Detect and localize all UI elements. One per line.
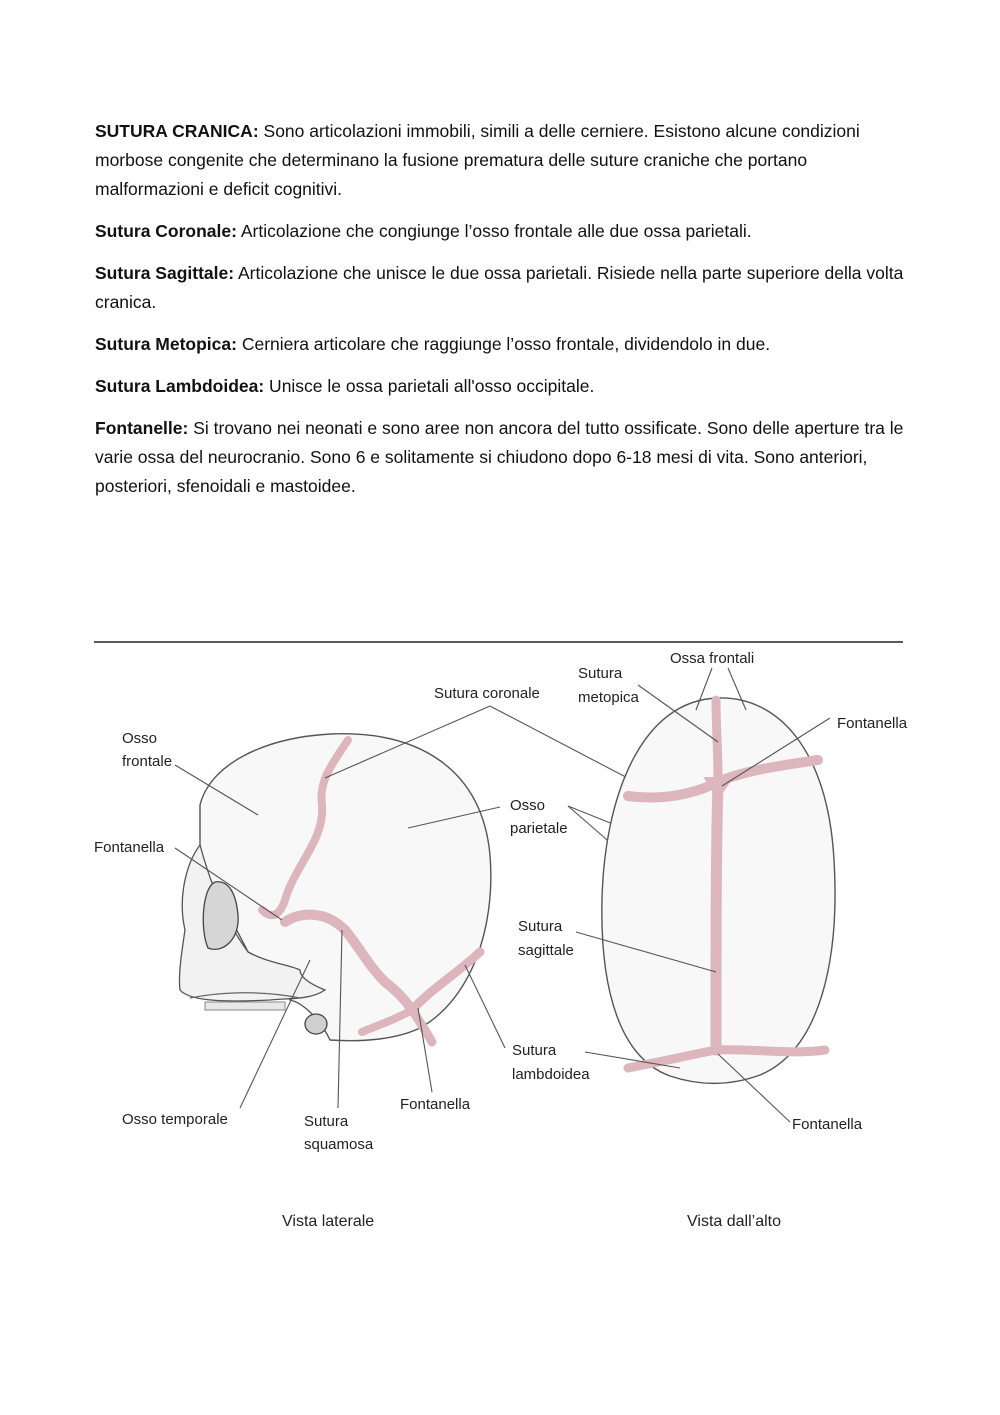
term: Sutura Metopica: [95, 334, 237, 354]
label-sutura-lambdoidea-2: lambdoidea [512, 1066, 590, 1083]
label-sutura-lambdoidea-1: Sutura [512, 1042, 557, 1059]
definition-text: Sono articolazioni immobili, simili a delle cerniere. Esistono alcune condizioni morbose congenite che determinano la fusione prematura delle suture craniche che portano malformazioni e deficit cognitivi. [95, 121, 860, 199]
label-sutura-coronale: Sutura coronale [434, 685, 540, 702]
definition-text: Unisce le ossa parietali all'osso occipitale. [264, 376, 595, 396]
label-sutura-sagittale-2: sagittale [518, 942, 574, 959]
label-sutura-squamosa-2: squamosa [304, 1136, 374, 1153]
term: SUTURA CRANICA: [95, 121, 259, 141]
definition-text: Articolazione che congiunge l’osso frontale alle due ossa parietali. [236, 221, 752, 241]
label-sutura-sagittale-1: Sutura [518, 918, 563, 935]
label-osso-parietale-2: parietale [510, 820, 568, 837]
definition-sutura-metopica [95, 330, 910, 359]
skull-diagram [0, 630, 1000, 1250]
orbit [203, 882, 238, 950]
label-fontanella-top-bottom: Fontanella [792, 1116, 863, 1133]
caption-vista-laterale: Vista laterale [282, 1213, 375, 1230]
label-fontanella-bottom: Fontanella [400, 1096, 471, 1113]
label-osso-temporale: Osso temporale [122, 1111, 228, 1128]
label-ossa-frontali: Ossa frontali [670, 650, 755, 667]
skull-sutures-figure [0, 630, 1000, 1250]
definition-sutura-sagittale [95, 259, 910, 317]
label-sutura-metopica-1: Sutura [578, 665, 623, 682]
label-fontanella-top: Fontanella [837, 715, 908, 732]
definition-text: Cerniera articolare che raggiunge l’osso frontale, dividendolo in due. [236, 334, 771, 354]
metopic-suture [716, 700, 718, 780]
label-osso-frontale-1: Osso [122, 730, 158, 747]
definition-sutura-cranica [95, 117, 910, 204]
term: Fontanelle: [95, 418, 189, 438]
sagittal-suture [716, 782, 718, 1050]
teeth-row [205, 1002, 285, 1010]
term: Sutura Lambdoidea: [95, 376, 265, 396]
label-osso-frontale-2: frontale [122, 753, 173, 770]
label-fontanella-left: Fontanella [94, 839, 165, 856]
definition-text: Si trovano nei neonati e sono aree non ancora del tutto ossificate. Sono delle aperture tra le varie ossa del neurocranio. Sono 6 e solitamente si chiudono dopo 6-18 mesi di vita. Sono anteriori, posteriori, sfenoidali e mastoidee. [95, 418, 904, 496]
caption-vista-dall-alto: Vista dall’alto [687, 1213, 781, 1230]
top-skull [518, 650, 908, 1230]
definition-sutura-lambdoidea [95, 372, 910, 401]
term: Sutura Coronale: [95, 221, 237, 241]
ear-opening [305, 1014, 327, 1034]
definition-text: Articolazione che unisce le due ossa parietali. Risiede nella parte superiore della volta cranica. [95, 263, 904, 312]
term: Sutura Sagittale: [95, 263, 235, 283]
definition-fontanelle [95, 414, 910, 501]
text-content [95, 117, 910, 514]
label-osso-parietale-1: Osso [510, 797, 546, 814]
label-sutura-metopica-2: metopica [578, 689, 639, 706]
definition-sutura-coronale [95, 217, 910, 246]
label-sutura-squamosa-1: Sutura [304, 1113, 349, 1130]
leader-sutura-lambdoidea [465, 965, 505, 1048]
